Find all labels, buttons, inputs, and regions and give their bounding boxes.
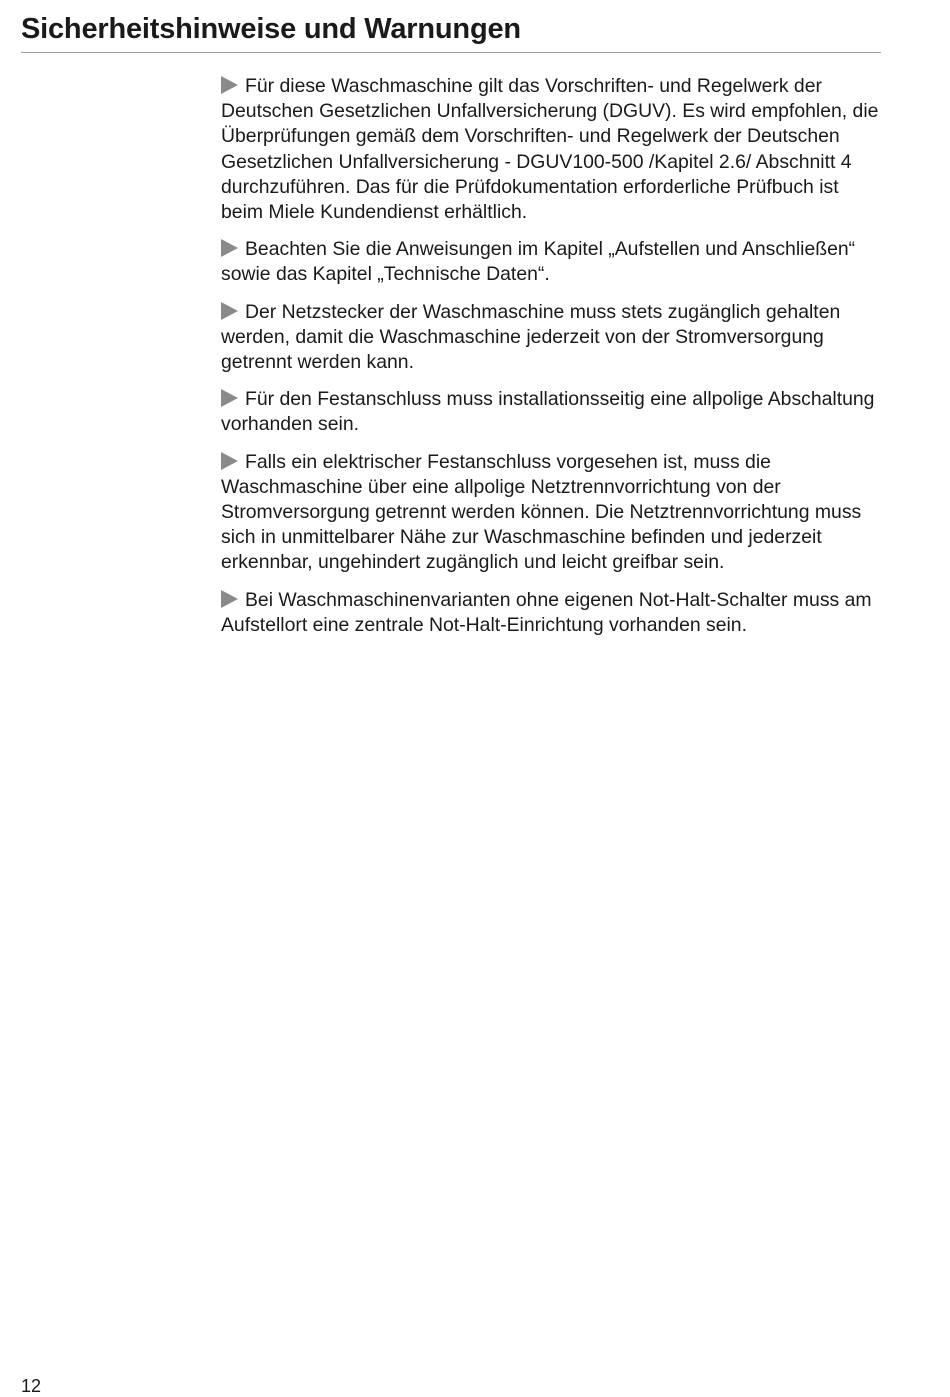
triangle-bullet-icon bbox=[221, 590, 238, 608]
warning-text: Bei Waschmaschinenvarianten ohne eigenen Not-Halt-Schalter muss am Aufstellort eine zentrale Not-Halt-Einrichtung vorhanden sein. bbox=[221, 588, 872, 636]
warning-text: Beachten Sie die Anweisungen im Kapitel „Aufstellen und Anschließen“ sowie das Kapitel „Technische Daten“. bbox=[221, 238, 856, 286]
triangle-bullet-icon bbox=[221, 239, 238, 257]
page-title: Sicherheitshinweise und Warnungen bbox=[21, 13, 521, 45]
warning-item bbox=[221, 300, 883, 376]
warning-text: Für diese Waschmaschine gilt das Vorschriften- und Regelwerk der Deutschen Gesetzlichen Unfallversicherung (DGUV). Es wird empfohlen, die Überprüfungen gemäß dem Vorschriften- und Regelwerk der Deutschen Gesetzlichen Unfallversicherung - DGUV100-500 /Kapitel 2.6/ Abschnitt 4 durchzuführen. Das für die Prüfdokumentation erforderliche Prüfbuch ist beim Miele Kundendienst erhältlich. bbox=[221, 75, 879, 224]
warning-text: Für den Festanschluss muss installationsseitig eine allpolige Abschaltung vorhanden sein. bbox=[221, 388, 875, 436]
warning-item bbox=[221, 237, 883, 287]
triangle-bullet-icon bbox=[221, 76, 238, 94]
triangle-bullet-icon bbox=[221, 452, 238, 470]
warning-item bbox=[221, 450, 883, 576]
warnings-list bbox=[221, 74, 883, 650]
warning-item bbox=[221, 588, 883, 638]
warning-item bbox=[221, 387, 883, 437]
page-header bbox=[21, 10, 881, 53]
page-number: 12 bbox=[21, 1376, 42, 1396]
warning-text: Falls ein elektrischer Festanschluss vorgesehen ist, muss die Waschmaschine über eine allpolige Netztrennvorrichtung von der Stromversorgung getrennt werden können. Die Netztrennvorrichtung muss sich in unmittelbarer Nähe zur Waschmaschine befinden und jederzeit erkennbar, ungehindert zugänglich und leicht greifbar sein. bbox=[221, 450, 862, 574]
warning-item bbox=[221, 74, 883, 225]
triangle-bullet-icon bbox=[221, 389, 238, 407]
triangle-bullet-icon bbox=[221, 302, 238, 320]
warning-text: Der Netzstecker der Waschmaschine muss stets zugänglich gehalten werden, damit die Waschmaschine jederzeit von der Stromversorgung getrennt werden kann. bbox=[221, 300, 841, 374]
